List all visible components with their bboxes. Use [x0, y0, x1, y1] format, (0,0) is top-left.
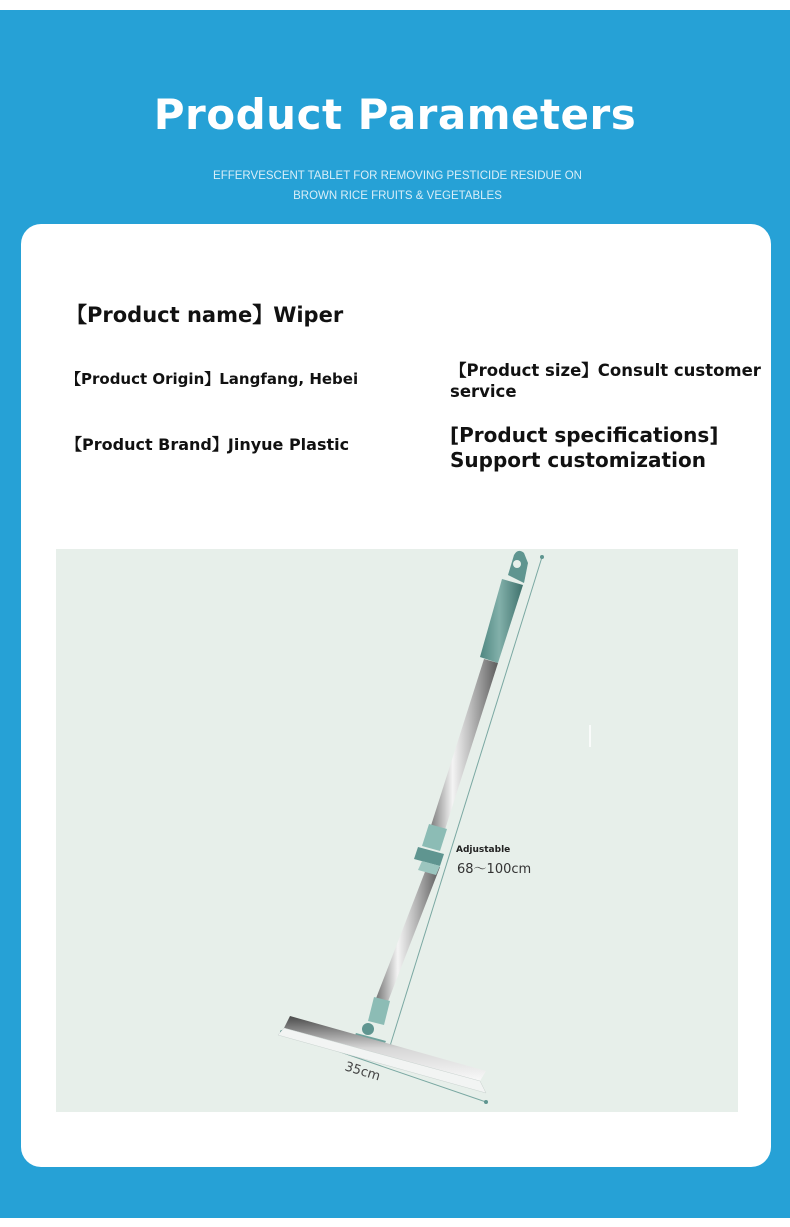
adjustable-label: Adjustable [456, 845, 511, 855]
wiper-blade [278, 1016, 486, 1093]
product-specifications: [Product specifications] Support customization [450, 423, 719, 472]
length-range-label: 68～100cm [457, 862, 532, 877]
page-title: Product Parameters [153, 90, 637, 139]
product-name: 【Product name】Wiper [66, 303, 344, 327]
product-image [56, 549, 738, 1112]
wiper-illustration [56, 549, 738, 1112]
product-origin: 【Product Origin】Langfang, Hebei [66, 370, 359, 388]
product-brand: 【Product Brand】Jinyue Plastic [66, 435, 350, 454]
page-subtitle: EFFERVESCENT TABLET FOR REMOVING PESTICIDE RESIDUE ON BROWN RICE FRUITS & VEGETABLES [213, 170, 582, 202]
product-size: 【Product size】Consult customer service [450, 361, 761, 401]
length-dimension-line [388, 555, 544, 1048]
handle-grip [480, 551, 528, 663]
adjust-joint [414, 824, 447, 875]
width-label: 35cm [342, 1059, 382, 1085]
